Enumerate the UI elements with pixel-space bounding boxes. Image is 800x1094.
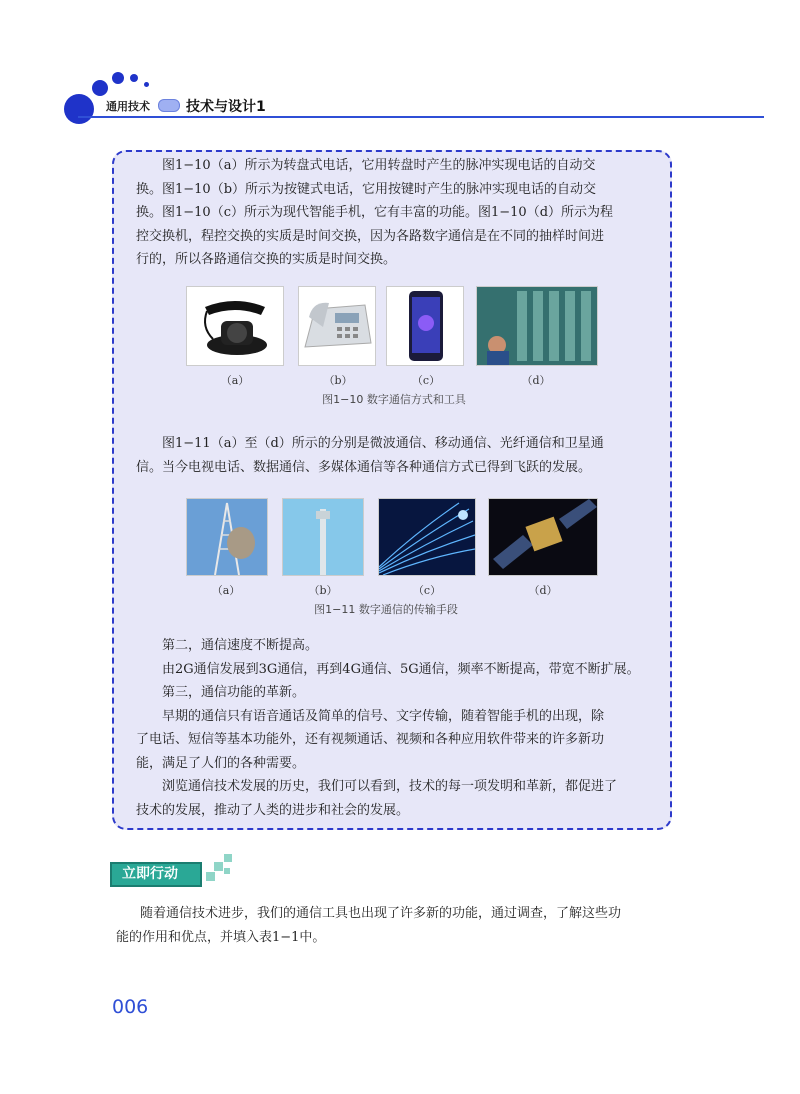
rotary-phone-image <box>186 286 284 366</box>
para3-line-2: 由2G通信发展到3G通信，再到4G通信、5G通信，频率不断提高，带宽不断扩展。 <box>162 661 640 677</box>
header-dot <box>144 82 149 87</box>
header-badge-icon <box>158 99 180 112</box>
para2-line-2: 信。当今电视电话、数据通信、多媒体通信等各种通信方式已得到飞跃的发展。 <box>136 459 592 475</box>
microwave-tower-image <box>186 498 268 576</box>
cell-tower-image <box>282 498 364 576</box>
fig10-label-b: （b） <box>323 374 353 387</box>
para3-line-6: 能，满足了人们的各种需要。 <box>136 755 306 771</box>
action-line-2: 能的作用和优点，并填入表1−1中。 <box>116 929 326 945</box>
action-decoration <box>214 862 223 871</box>
action-line-1: 随着通信技术进步，我们的通信工具也出现了许多新的功能，通过调查，了解这些功 <box>140 906 622 921</box>
switchboard-image <box>476 286 598 366</box>
action-decoration <box>206 872 215 881</box>
para1-line-4: 控交换机，程控交换的实质是时间交换，因为各路数字通信是在不同的抽样时间进 <box>136 228 605 244</box>
fig10-label-c: （c） <box>411 374 441 387</box>
para2-line-1: 图1−11（a）至（d）所示的分别是微波通信、移动通信、光纤通信和卫星通 <box>162 436 604 451</box>
fig11-label-c: （c） <box>412 584 442 597</box>
fiber-optic-image <box>378 498 476 576</box>
fig11-label-d: （d） <box>528 584 558 597</box>
fig10-caption: 图1−10 数字通信方式和工具 <box>322 393 466 406</box>
action-decoration <box>224 854 232 862</box>
header-title: 技术与设计1 <box>186 99 266 115</box>
para3-line-8: 技术的发展，推动了人类的进步和社会的发展。 <box>136 802 410 818</box>
header-dot <box>130 74 138 82</box>
para3-line-5: 了电话、短信等基本功能外，还有视频通话、视频和各种应用软件带来的许多新功 <box>136 732 605 747</box>
fig11-label-b: （b） <box>308 584 338 597</box>
para3-line-4: 早期的通信只有语音通话及简单的信号、文字传输，随着智能手机的出现，除 <box>162 708 605 724</box>
keypad-phone-image <box>298 286 376 366</box>
para3-line-7: 浏览通信技术发展的历史，我们可以看到，技术的每一项发明和革新，都促进了 <box>162 779 618 794</box>
para1-line-1: 图1−10（a）所示为转盘式电话，它用转盘时产生的脉冲实现电话的自动交 <box>162 158 596 173</box>
satellite-image <box>488 498 598 576</box>
header-course: 通用技术 <box>106 100 150 113</box>
header-rule <box>78 116 764 118</box>
smartphone-image <box>386 286 464 366</box>
page-number: 006 <box>112 996 149 1018</box>
para3-line-3: 第三，通信功能的革新。 <box>162 685 306 700</box>
action-tag: 立即行动 <box>110 862 202 887</box>
header-dot <box>64 94 94 124</box>
action-decoration <box>224 868 230 874</box>
header-dot <box>92 80 108 96</box>
para1-line-3: 换。图1−10（c）所示为现代智能手机，它有丰富的功能。图1−10（d）所示为程 <box>136 205 614 220</box>
para3-line-1: 第二，通信速度不断提高。 <box>162 638 319 653</box>
para1-line-2: 换。图1−10（b）所示为按键式电话，它用按键时产生的脉冲实现电话的自动交 <box>136 181 597 197</box>
header-dot <box>112 72 124 84</box>
para1-line-5: 行的，所以各路通信交换的实质是时间交换。 <box>136 252 397 267</box>
fig10-label-a: （a） <box>220 374 250 387</box>
fig11-label-a: （a） <box>211 584 241 597</box>
fig11-caption: 图1−11 数字通信的传输手段 <box>314 603 458 616</box>
fig10-label-d: （d） <box>521 374 551 387</box>
